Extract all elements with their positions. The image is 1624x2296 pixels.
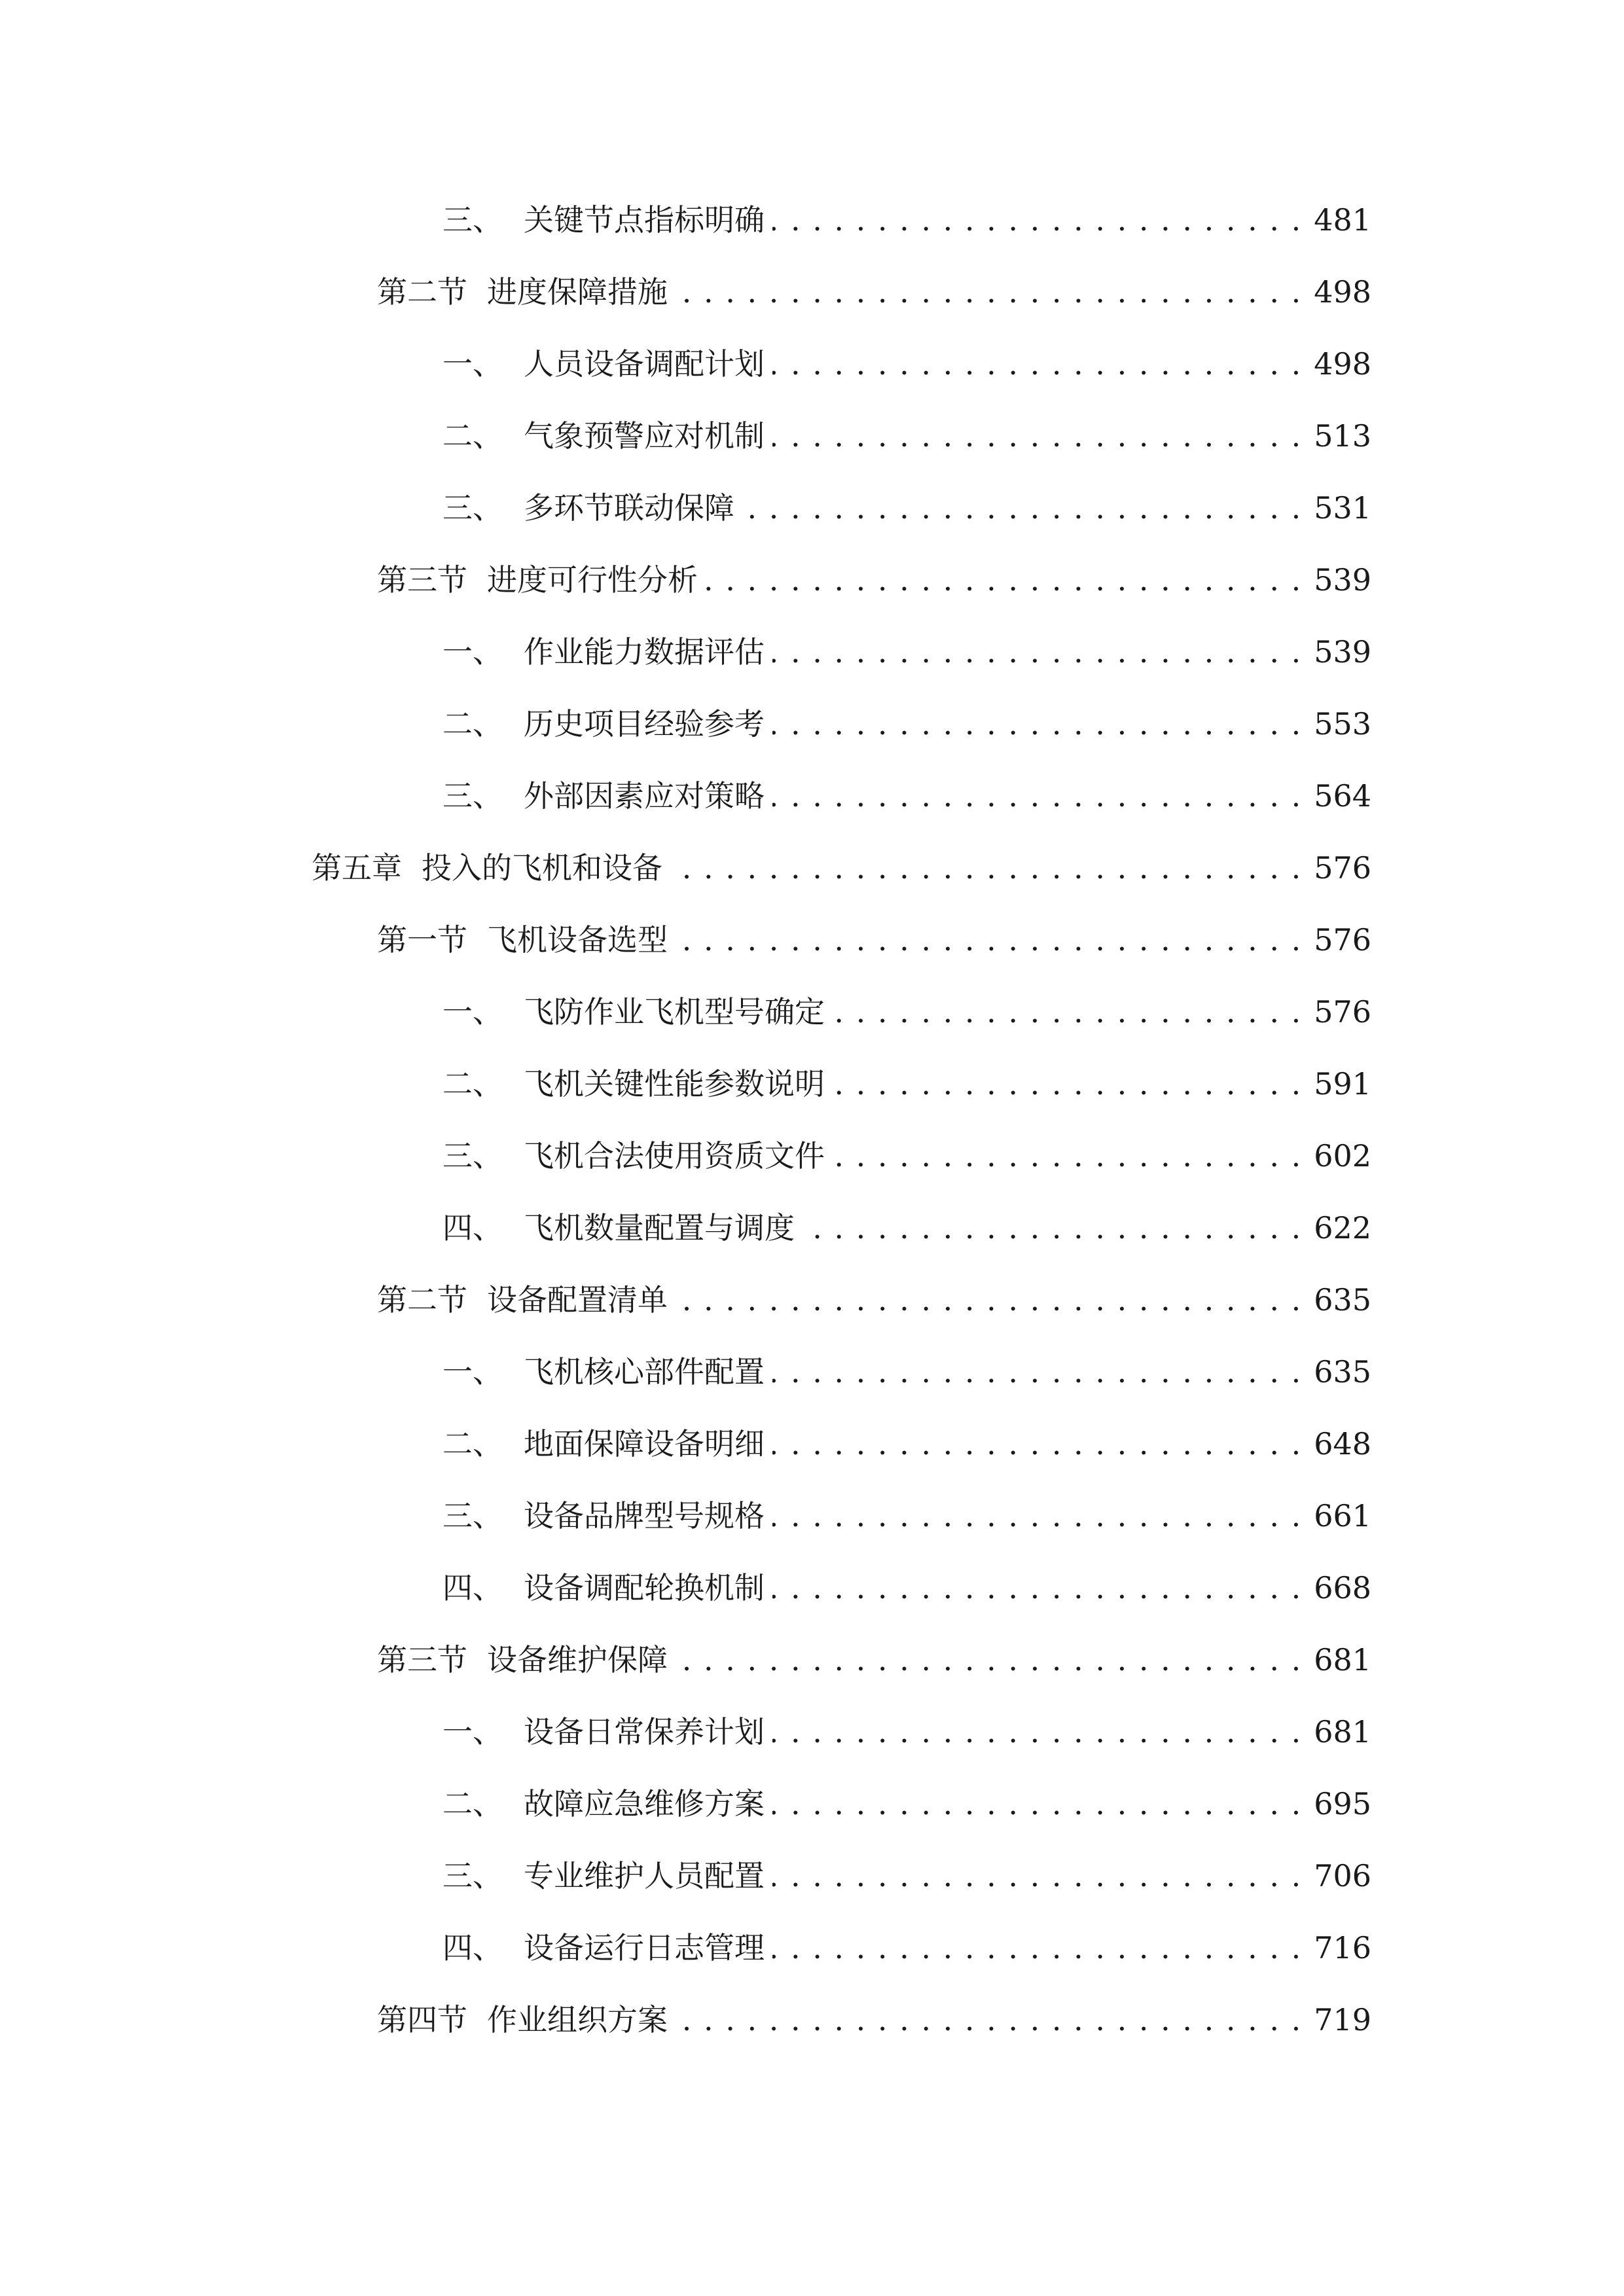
toc-entry[interactable]: [442, 1058, 1371, 1110]
toc-entry-page: 576: [1314, 850, 1371, 886]
toc-entry[interactable]: [442, 1922, 1371, 1974]
toc-dot-leader: [676, 1994, 1302, 2046]
toc-entry-title: 进度保障措施: [487, 274, 668, 310]
toc-entry-title: 飞防作业飞机型号确定: [524, 994, 825, 1030]
toc-entry-title: 飞机合法使用资质文件: [524, 1138, 825, 1174]
toc-entry-page: 681: [1314, 1714, 1371, 1749]
toc-entry-number: 二、: [442, 706, 503, 742]
toc-entry-title: 飞机数量配置与调度: [524, 1210, 795, 1246]
toc-entry-page: 591: [1314, 1066, 1371, 1102]
toc-entry[interactable]: [377, 266, 1371, 318]
toc-dot-leader: [772, 1778, 1302, 1830]
toc-dot-leader: [676, 914, 1302, 966]
toc-entry-page: 576: [1314, 994, 1371, 1030]
toc-entry-title: 进度可行性分析: [487, 562, 698, 598]
toc-dot-leader: [772, 698, 1302, 750]
toc-entry-title: 作业能力数据评估: [524, 634, 765, 670]
toc-entry[interactable]: [442, 410, 1371, 462]
toc-entry-page: 602: [1314, 1138, 1371, 1174]
toc-entry-title: 历史项目经验参考: [524, 706, 765, 742]
toc-entry-number: 三、: [442, 202, 503, 238]
toc-entry-number: 四、: [442, 1570, 503, 1605]
toc-entry-title: 设备维护保障: [487, 1642, 668, 1677]
toc-entry[interactable]: [377, 1994, 1371, 2046]
toc-entry-number: 二、: [442, 1066, 503, 1102]
toc-entry-title: 设备调配轮换机制: [524, 1570, 765, 1605]
toc-entry[interactable]: [442, 482, 1371, 534]
toc-entry-title: 专业维护人员配置: [524, 1858, 765, 1893]
toc-entry-number: 一、: [442, 1714, 503, 1749]
toc-entry-number: 四、: [442, 1210, 503, 1246]
toc-entry[interactable]: [442, 1490, 1371, 1542]
toc-dot-leader: [772, 1922, 1302, 1974]
toc-entry-page: 706: [1314, 1858, 1371, 1893]
toc-entry-title: 人员设备调配计划: [524, 346, 765, 382]
toc-entry-title: 气象预警应对机制: [524, 418, 765, 454]
toc-dot-leader: [706, 554, 1302, 606]
toc-entry-title: 多环节联动保障: [524, 490, 734, 526]
toc-entry-page: 661: [1314, 1498, 1371, 1534]
toc-entry-number: 一、: [442, 1354, 503, 1390]
toc-entry[interactable]: [377, 554, 1371, 606]
toc-entry-page: 681: [1314, 1642, 1371, 1677]
toc-entry-title: 地面保障设备明细: [524, 1426, 765, 1462]
toc-entry-title: 外部因素应对策略: [524, 778, 765, 814]
toc-dot-leader: [833, 1130, 1302, 1182]
toc-entry[interactable]: [442, 986, 1371, 1038]
toc-dot-leader: [670, 842, 1302, 894]
toc-dot-leader: [772, 1418, 1302, 1470]
toc-entry-number: 第三节: [377, 562, 467, 598]
toc-entry-number: 三、: [442, 1498, 503, 1534]
toc-entry[interactable]: [442, 1130, 1371, 1182]
toc-entry[interactable]: [442, 1850, 1371, 1902]
toc-dot-leader: [772, 626, 1302, 678]
toc-entry[interactable]: [442, 338, 1371, 390]
toc-entry-title: 设备日常保养计划: [524, 1714, 765, 1749]
toc-entry-number: 三、: [442, 778, 503, 814]
toc-entry-number: 三、: [442, 1858, 503, 1893]
toc-entry-title: 故障应急维修方案: [524, 1786, 765, 1821]
toc-entry-number: 一、: [442, 346, 503, 382]
toc-dot-leader: [742, 482, 1302, 534]
toc-dot-leader: [676, 266, 1302, 318]
toc-entry-title: 设备品牌型号规格: [524, 1498, 765, 1534]
toc-entry-page: 635: [1314, 1354, 1371, 1390]
toc-dot-leader: [803, 1202, 1302, 1254]
toc-entry-page: 695: [1314, 1786, 1371, 1821]
toc-entry-number: 三、: [442, 490, 503, 526]
toc-entry-number: 第二节: [377, 274, 467, 310]
toc-entry[interactable]: [442, 194, 1371, 246]
toc-entry-page: 553: [1314, 706, 1371, 742]
toc-entry[interactable]: [377, 914, 1371, 966]
toc-entry[interactable]: [442, 1418, 1371, 1470]
toc-dot-leader: [772, 1490, 1302, 1542]
toc-entry[interactable]: [312, 842, 1371, 894]
toc-entry-page: 498: [1314, 346, 1371, 382]
toc-entry-page: 564: [1314, 778, 1371, 814]
toc-entry-title: 设备配置清单: [487, 1282, 668, 1318]
toc-entry-title: 设备运行日志管理: [524, 1930, 765, 1965]
toc-dot-leader: [833, 1058, 1302, 1110]
toc-entry-page: 498: [1314, 274, 1371, 310]
toc-dot-leader: [772, 1850, 1302, 1902]
toc-entry-title: 飞机设备选型: [487, 922, 668, 958]
toc-dot-leader: [772, 338, 1302, 390]
toc-dot-leader: [772, 1706, 1302, 1758]
toc-entry-page: 719: [1314, 2002, 1371, 2037]
toc-entry[interactable]: [377, 1634, 1371, 1686]
toc-entry[interactable]: [442, 1202, 1371, 1254]
toc-dot-leader: [772, 410, 1302, 462]
toc-entry-number: 一、: [442, 634, 503, 670]
toc-entry-number: 四、: [442, 1930, 503, 1965]
toc-entry-page: 481: [1314, 202, 1371, 238]
toc-dot-leader: [676, 1634, 1302, 1686]
toc-entry-page: 531: [1314, 490, 1371, 526]
toc-entry-number: 第二节: [377, 1282, 467, 1318]
toc-entry-title: 飞机核心部件配置: [524, 1354, 765, 1390]
toc-entry-page: 716: [1314, 1930, 1371, 1965]
toc-entry-page: 513: [1314, 418, 1371, 454]
toc-entry[interactable]: [442, 1562, 1371, 1614]
toc-entry-title: 投入的飞机和设备: [422, 850, 662, 886]
toc-entry-title: 作业组织方案: [487, 2002, 668, 2037]
toc-entry-page: 648: [1314, 1426, 1371, 1462]
toc-entry-page: 539: [1314, 562, 1371, 598]
toc-entry-number: 二、: [442, 1426, 503, 1462]
toc-entry[interactable]: [442, 770, 1371, 822]
toc-entry[interactable]: [442, 1778, 1371, 1830]
toc-entry[interactable]: [442, 626, 1371, 678]
toc-entry-number: 第四节: [377, 2002, 467, 2037]
toc-dot-leader: [772, 194, 1302, 246]
toc-entry-title: 关键节点指标明确: [524, 202, 765, 238]
toc-entry-number: 第一节: [377, 922, 467, 958]
toc-entry-page: 668: [1314, 1570, 1371, 1605]
toc-entry-number: 第五章: [312, 850, 402, 886]
toc-dot-leader: [833, 986, 1302, 1038]
toc-dot-leader: [772, 1562, 1302, 1614]
toc-entry[interactable]: [442, 698, 1371, 750]
toc-entry-number: 三、: [442, 1138, 503, 1174]
toc-dot-leader: [772, 770, 1302, 822]
toc-entry-page: 635: [1314, 1282, 1371, 1318]
toc-entry-page: 539: [1314, 634, 1371, 670]
toc-entry[interactable]: [442, 1346, 1371, 1398]
toc-dot-leader: [676, 1274, 1302, 1326]
toc-entry-number: 二、: [442, 1786, 503, 1821]
toc-entry-page: 622: [1314, 1210, 1371, 1246]
toc-entry[interactable]: [442, 1706, 1371, 1758]
toc-entry-number: 一、: [442, 994, 503, 1030]
toc-entry-title: 飞机关键性能参数说明: [524, 1066, 825, 1102]
toc-entry-number: 第三节: [377, 1642, 467, 1677]
toc-entry[interactable]: [377, 1274, 1371, 1326]
toc-dot-leader: [772, 1346, 1302, 1398]
toc-entry-page: 576: [1314, 922, 1371, 958]
toc-entry-number: 二、: [442, 418, 503, 454]
